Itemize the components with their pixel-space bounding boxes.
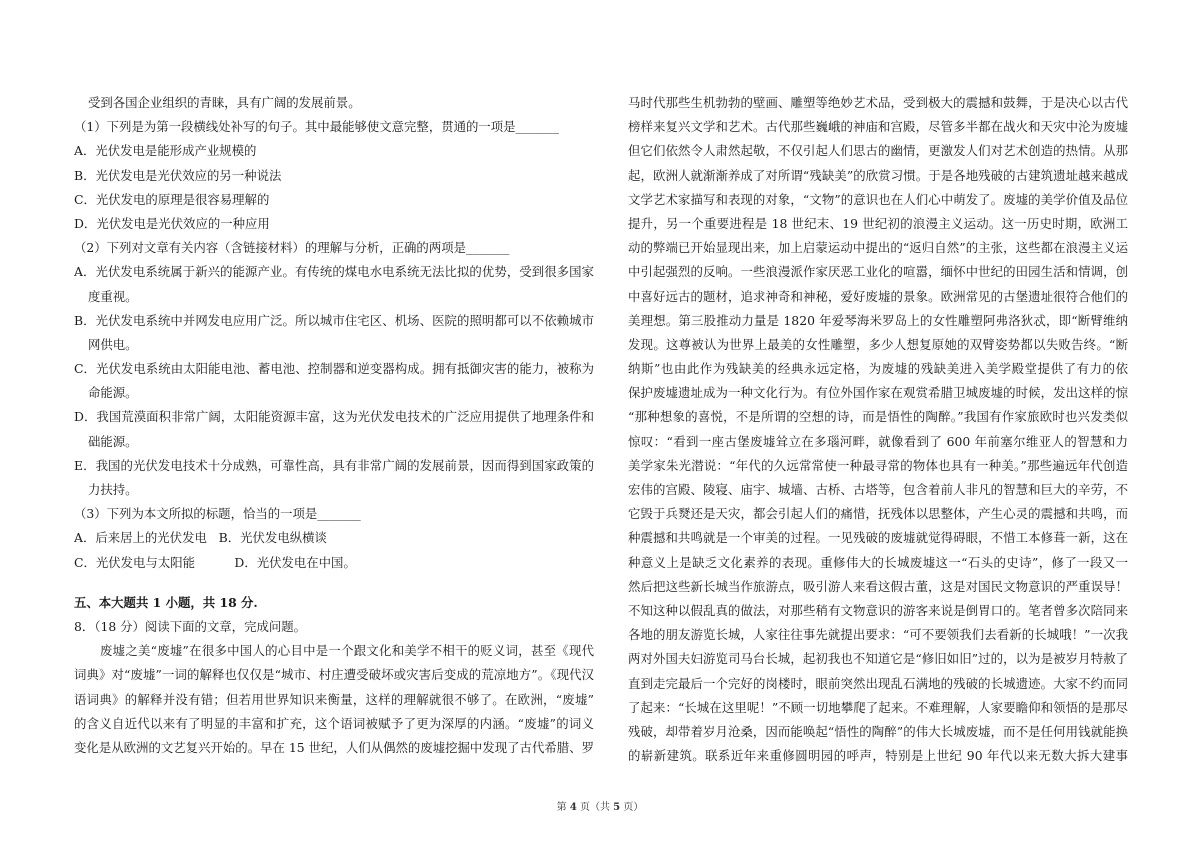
article-paragraph-line: 宏伟的宫殿、陵寝、庙宇、城墙、古桥、古塔等，包含着前人非凡的智慧和巨大的辛劳，不 bbox=[628, 482, 1128, 497]
question-2-option-d-cont: 础能源。 bbox=[88, 433, 138, 449]
question-2-option-a-cont: 度重视。 bbox=[88, 288, 138, 304]
article-paragraph-line: 起，欧洲人就渐渐养成了对所谓“残缺美”的欣赏习惯。于是各地残破的古建筑遗址越来越成 bbox=[628, 167, 1128, 183]
footer-page-number: 4 bbox=[569, 802, 577, 813]
page-footer bbox=[0, 798, 1200, 813]
article-paragraph-line: 保护废墟遗址成为一种文化行为。有位外国作家在观赏希腊卫城废墟的时候，发出这样的惊 bbox=[628, 385, 1128, 401]
article-paragraph-line: 中引起强烈的反响。一些浪漫派作家厌恶工业化的喧嚣，缅怀中世纪的田园生活和情调，创 bbox=[628, 264, 1128, 280]
article-paragraph-line: 发现。这尊被认为世界上最美的女性雕塑，多少人想复原她的双臂姿势都以失败告终。“断 bbox=[628, 336, 1128, 352]
question-3-options-cd: C．光伏发电与太阳能 D．光伏发电在中国。 bbox=[74, 554, 356, 570]
article-paragraph-line: 提升，另一个重要进程是 18 世纪末、19 世纪初的浪漫主义运动。这一历史时期，欧洲工 bbox=[628, 215, 1128, 231]
question-2-option-c-cont: 命能源。 bbox=[88, 385, 138, 401]
footer-suffix: 页） bbox=[620, 802, 644, 813]
article-paragraph-line: 中喜好远古的题材，追求神奇和神秘，爱好废墟的景象。欧洲常见的古堡遗址很符合他们的 bbox=[628, 288, 1128, 304]
question-2-option-c: C．光伏发电系统由太阳能电池、蓄电池、控制器和逆变器构成。拥有抵御灾害的能力，被称为 bbox=[74, 361, 594, 377]
article-paragraph-line: 废墟之美“废墟”在很多中国人的心目中是一个跟文化和美学不相干的贬义词，甚至《现代 bbox=[100, 643, 594, 659]
article-paragraph-line: 动的弊端已开始显现出来，加上启蒙运动中提出的“返归自然”的主张，这些都在浪漫主义运 bbox=[628, 240, 1128, 256]
article-paragraph-line: 种意义上是缺乏文化素养的表现。重修伟大的长城废墟这一“石头的史诗”，修了一段又一 bbox=[628, 554, 1128, 570]
question-2-option-b: B．光伏发电系统中并网发电应用广泛。所以城市住宅区、机场、医院的照明都可以不依赖城市 bbox=[74, 312, 594, 328]
article-paragraph-line: 文学艺术家描写和表现的对象，“文物”的意识也在人们心中萌发了。废墟的美学价值及品位 bbox=[628, 191, 1128, 207]
question-1-option-c: C．光伏发电的原理是很容易理解的 bbox=[74, 191, 270, 207]
question-2-option-e: E．我国的光伏发电技术十分成熟，可靠性高，具有非常广阔的发展前景，因而得到国家政策的 bbox=[74, 457, 594, 473]
footer-middle: 页（共 bbox=[576, 802, 614, 813]
article-paragraph-line: 了起来：“长城在这里呢！”不顾一切地攀爬了起来。不难理解，人家要瞻仰和领悟的是那尽 bbox=[628, 699, 1128, 715]
question-2-option-d: D．我国荒漠面积非常广阔，太阳能资源丰富，这为光伏发电技术的广泛应用提供了地理条件和 bbox=[74, 409, 594, 425]
article-paragraph-line: 美理想。第三股推动力量是 1820 年爱琴海米罗岛上的女性雕塑阿弗洛狄忒，即“断臂维纳 bbox=[628, 312, 1128, 328]
article-paragraph-line: “那种想象的喜悦，不是所谓的空想的诗，而是悟性的陶醉。”我国有作家旅欧时也兴发类似 bbox=[628, 409, 1128, 425]
left-column bbox=[74, 91, 594, 760]
article-paragraph-line: 它毁于兵燹还是天灾，都会引起人们的痛惜，抚残体以思整体，产生心灵的震撼和共鸣，而 bbox=[628, 506, 1128, 522]
question-3-stem: （3）下列为本文所拟的标题，恰当的一项是_______ bbox=[74, 506, 361, 522]
passage-text-line: 受到各国企业组织的青睐，具有广阔的发展前景。 bbox=[88, 95, 361, 110]
article-paragraph-line: 纳斯”也由此作为残缺美的经典永远定格，为废墟的残缺美进入美学殿堂提供了有力的依 bbox=[628, 361, 1128, 377]
article-paragraph-line: 马时代那些生机勃勃的壁画、雕塑等绝妙艺术品，受到极大的震撼和鼓舞，于是决心以古代 bbox=[628, 95, 1128, 110]
question-2-option-b-cont: 网供电。 bbox=[88, 336, 138, 352]
article-paragraph-line: 语词典》的解释并没有错；但若用世界知识来衡量，这样的理解就很不够了。在欧洲，“废墟” bbox=[74, 691, 594, 707]
question-1-option-b: B．光伏发电是光伏效应的另一种说法 bbox=[74, 167, 282, 183]
article-paragraph-line: 不知这种以假乱真的做法，对那些稍有文物意识的游客来说是倒胃口的。笔者曾多次陪同来 bbox=[628, 602, 1128, 618]
section-heading: 五、本大题共 1 小题，共 18 分. bbox=[74, 594, 258, 610]
article-paragraph-line: 惊叹：“看到一座古堡废墟耸立在多瑙河畔，就像看到了 600 年前塞尔维亚人的智慧和力 bbox=[628, 433, 1128, 449]
article-paragraph-line: 词典》对“废墟”一词的解释也仅仅是“城市、村庄遭受破坏或灾害后变成的荒凉地方”。《现代汉 bbox=[74, 667, 594, 683]
question-2-stem: （2）下列对文章有关内容（含链接材料）的理解与分析，正确的两项是_______ bbox=[74, 240, 510, 256]
article-paragraph-line: 的含义自近代以来有了明显的丰富和扩充，这个语词被赋予了更为深厚的内涵。“废墟”的词义 bbox=[74, 715, 594, 731]
question-1-option-d: D．光伏发电是光伏效应的一种应用 bbox=[74, 215, 270, 231]
article-paragraph-line: 美学家朱光潜说：“年代的久远常常使一种最寻常的物体也具有一种美。”那些遍远年代创造 bbox=[628, 457, 1128, 473]
article-paragraph-line: 榜样来复兴文学和艺术。古代那些巍峨的神庙和宫殿，尽管多半都在战火和天灾中沦为废墟 bbox=[628, 119, 1128, 135]
question-2-option-a: A．光伏发电系统属于新兴的能源产业。有传统的煤电水电系统无法比拟的优势，受到很多国家 bbox=[74, 264, 594, 280]
article-paragraph-line: 种震撼和共鸣就是一个审美的过程。一见残破的废墟就觉得碍眼，不惜工本修葺一新，这在 bbox=[628, 530, 1128, 546]
article-paragraph-line: 直到走完最后一个完好的岗楼时，眼前突然出现乱石满地的残破的长城遗迹。大家不约而同 bbox=[628, 675, 1128, 691]
question-8-stem: 8．（18 分）阅读下面的文章，完成问题。 bbox=[74, 618, 307, 634]
article-paragraph-line: 然后把这些新长城当作旅游点，吸引游人来看这假古董，这是对国民文物意识的严重误导！ bbox=[628, 578, 1128, 594]
question-1-option-a: A．光伏发电是能形成产业规模的 bbox=[74, 143, 257, 159]
article-paragraph-line: 两对外国夫妇游览司马台长城，起初我也不知道它是“修旧如旧”过的，以为是被岁月特赦了 bbox=[628, 651, 1128, 667]
section-gap bbox=[74, 575, 594, 591]
article-paragraph-line: 的崭新建筑。联系近年来重修圆明园的呼声，特别是上世纪 90 年代以来无数大拆大建事 bbox=[628, 748, 1128, 764]
footer-prefix: 第 bbox=[556, 802, 570, 813]
article-paragraph-line: 残破，却带着岁月沧桑，因而能唤起“悟性的陶醉”的伟大长城废墟，而不是任何用钱就能换 bbox=[628, 723, 1128, 739]
right-column bbox=[628, 91, 1128, 768]
article-paragraph-line: 但它们依然令人肃然起敬，不仅引起人们思古的幽情，更激发人们对艺术创造的热情。从那 bbox=[628, 143, 1128, 159]
article-paragraph-line: 各地的朋友游览长城，人家往往事先就提出要求：“可不要领我们去看新的长城哦！”一次我 bbox=[628, 627, 1128, 643]
question-3-options-ab: A．后来居上的光伏发电 B．光伏发电纵横谈 bbox=[74, 530, 327, 546]
question-2-option-e-cont: 力扶持。 bbox=[88, 482, 138, 497]
footer-total-pages: 5 bbox=[613, 802, 621, 813]
article-paragraph-line: 变化是从欧洲的文艺复兴开始的。早在 15 世纪，人们从偶然的废墟挖掘中发现了古代希腊、罗 bbox=[74, 739, 594, 755]
question-1-stem: （1）下列是为第一段横线处补写的句子。其中最能够使文意完整，贯通的一项是_______ bbox=[74, 119, 559, 135]
